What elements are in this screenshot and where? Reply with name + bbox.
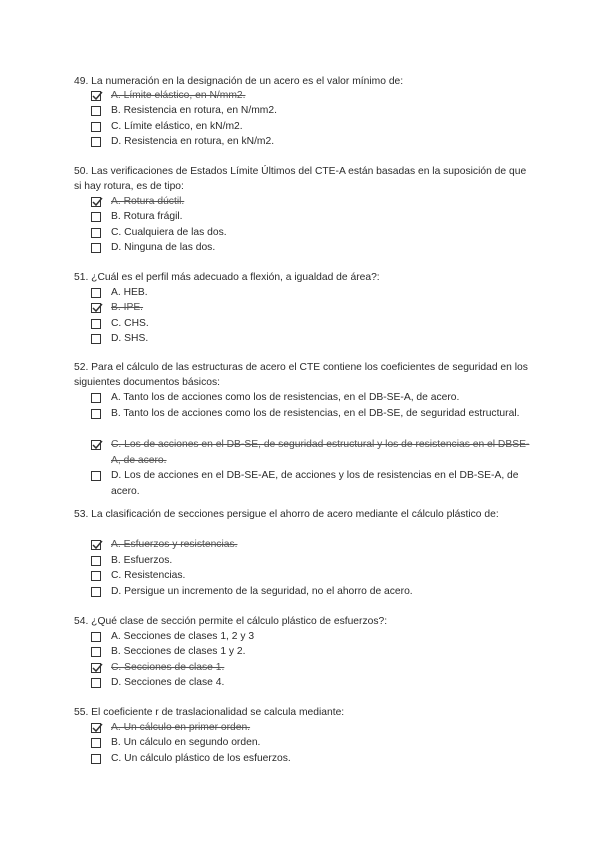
option-label: B. Resistencia en rotura, en N/mm2. xyxy=(111,105,277,116)
checkbox[interactable] xyxy=(91,409,101,419)
checkbox[interactable] xyxy=(91,288,101,298)
checkbox[interactable] xyxy=(91,393,101,403)
option-label: D. SHS. xyxy=(111,333,149,344)
question-text: 53. La clasificación de secciones persigue el ahorro de acero mediante el cálculo plástico de: xyxy=(74,509,499,520)
option-label: A. HEB. xyxy=(111,287,148,298)
option-label: A. Secciones de clases 1, 2 y 3 xyxy=(111,631,255,642)
checkbox[interactable] xyxy=(91,137,101,147)
checkbox-checked[interactable] xyxy=(91,663,101,673)
checkbox[interactable] xyxy=(91,243,101,253)
checkmark-icon xyxy=(91,722,103,734)
option-label: C. Límite elástico, en kN/m2. xyxy=(111,121,243,132)
checkbox[interactable] xyxy=(91,754,101,764)
checkbox[interactable] xyxy=(91,556,101,566)
checkbox-checked[interactable] xyxy=(91,197,101,207)
question-text: 55. El coeficiente r de traslacionalidad se calcula mediante: xyxy=(74,707,345,718)
option-label: A. Rotura dúctil. xyxy=(111,196,185,207)
option-label: D. Persigue un incremento de la seguridad, no el ahorro de acero. xyxy=(111,586,413,597)
checkbox[interactable] xyxy=(91,647,101,657)
option-label: C. Los de acciones en el DB-SE, de seguridad estructural y los de resistencias en el DBSE-A, de acero. xyxy=(111,439,530,466)
checkbox-checked[interactable] xyxy=(91,723,101,733)
checkbox[interactable] xyxy=(91,122,101,132)
option-label: C. Cualquiera de las dos. xyxy=(111,227,227,238)
checkbox-checked[interactable] xyxy=(91,440,101,450)
checkbox[interactable] xyxy=(91,106,101,116)
checkbox[interactable] xyxy=(91,334,101,344)
checkbox[interactable] xyxy=(91,587,101,597)
checkmark-icon xyxy=(91,90,103,102)
option-label: B. Rotura frágil. xyxy=(111,211,183,222)
option-label: A. Un cálculo en primer orden. xyxy=(111,722,251,733)
checkmark-icon xyxy=(91,662,103,674)
checkbox-checked[interactable] xyxy=(91,91,101,101)
checkmark-icon xyxy=(91,196,103,208)
checkmark-icon xyxy=(91,302,103,314)
option-label: B. Esfuerzos. xyxy=(111,555,173,566)
checkbox[interactable] xyxy=(91,738,101,748)
checkbox[interactable] xyxy=(91,471,101,481)
question-text: 51. ¿Cuál es el perfil más adecuado a flexión, a igualdad de área?: xyxy=(74,272,380,283)
option-label: D. Ninguna de las dos. xyxy=(111,242,216,253)
option-label: B. Un cálculo en segundo orden. xyxy=(111,737,261,748)
option-label: B. IPE. xyxy=(111,302,144,313)
option-label: C. Secciones de clase 1. xyxy=(111,662,225,673)
option-label: A. Esfuerzos y resistencias. xyxy=(111,539,238,550)
checkbox-checked[interactable] xyxy=(91,303,101,313)
question-text: 49. La numeración en la designación de un acero es el valor mínimo de: xyxy=(74,76,404,87)
option-label: A. Límite elástico, en N/mm2. xyxy=(111,90,246,101)
checkbox[interactable] xyxy=(91,228,101,238)
checkbox[interactable] xyxy=(91,319,101,329)
checkmark-icon xyxy=(91,439,103,451)
checkbox[interactable] xyxy=(91,678,101,688)
option-label: C. CHS. xyxy=(111,318,149,329)
option-label: B. Tanto los de acciones como los de resistencias, en el DB-SE, de seguridad estructural. xyxy=(111,408,520,419)
option-label: C. Resistencias. xyxy=(111,570,186,581)
option-label: D. Secciones de clase 4. xyxy=(111,677,225,688)
question-text: 50. Las verificaciones de Estados Límite Últimos del CTE-A están basadas en la suposición de que si hay rotura, es de tipo: xyxy=(74,166,527,192)
checkbox[interactable] xyxy=(91,571,101,581)
checkmark-icon xyxy=(91,539,103,551)
question-text: 52. Para el cálculo de las estructuras de acero el CTE contiene los coeficientes de seguridad en los siguientes documentos básicos: xyxy=(74,362,528,388)
option-label: D. Resistencia en rotura, en kN/m2. xyxy=(111,136,275,147)
option-label: D. Los de acciones en el DB-SE-AE, de acciones y los de resistencias en el DB-SE-A, de acero. xyxy=(111,470,519,497)
checkbox[interactable] xyxy=(91,632,101,642)
option-label: C. Un cálculo plástico de los esfuerzos. xyxy=(111,753,291,764)
option-label: B. Secciones de clases 1 y 2. xyxy=(111,646,246,657)
checkbox[interactable] xyxy=(91,212,101,222)
question-text: 54. ¿Qué clase de sección permite el cálculo plástico de esfuerzos?: xyxy=(74,616,388,627)
option-label: A. Tanto los de acciones como los de resistencias, en el DB-SE-A, de acero. xyxy=(111,392,460,403)
checkbox-checked[interactable] xyxy=(91,540,101,550)
